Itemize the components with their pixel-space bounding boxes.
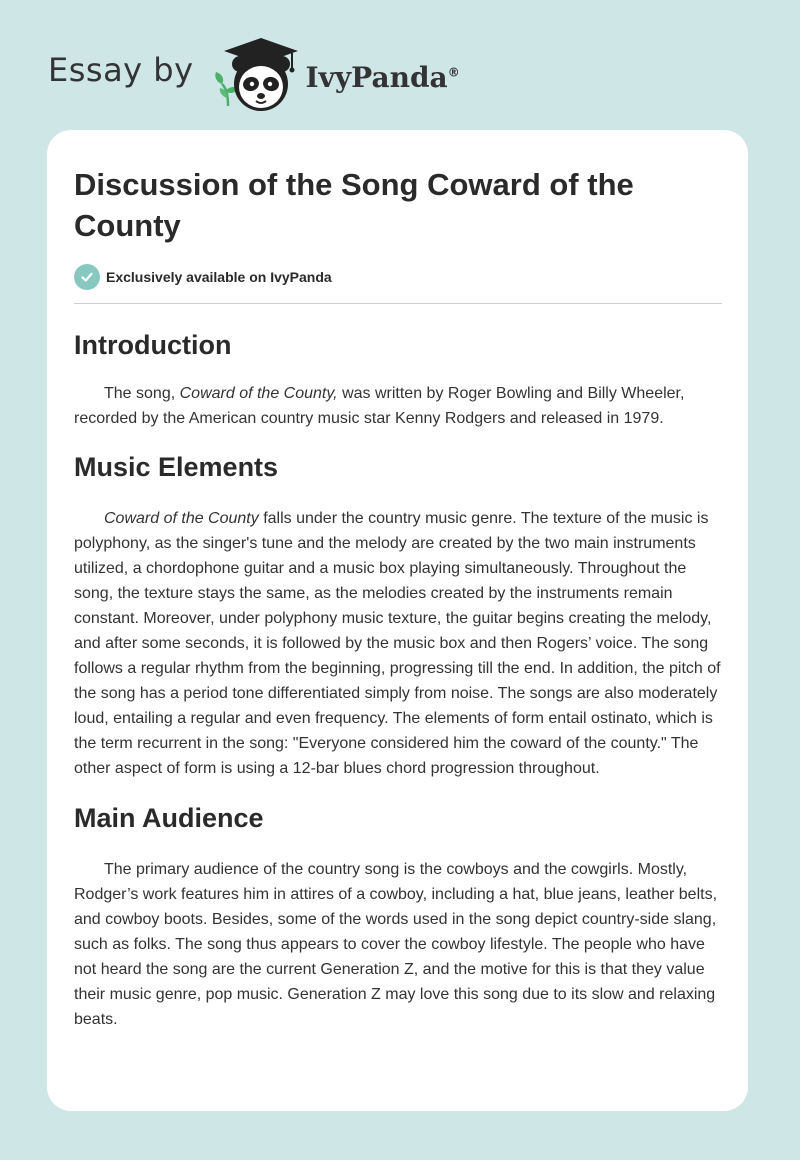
divider	[74, 303, 722, 304]
exclusive-label: Exclusively available on IvyPanda	[106, 269, 332, 285]
section-main-audience	[74, 801, 722, 1032]
paragraph-text: The song,	[104, 385, 180, 402]
panda-logo-icon[interactable]	[208, 34, 304, 114]
section-heading: Introduction	[74, 330, 232, 360]
article-card	[47, 130, 748, 1111]
site-header	[48, 34, 460, 114]
registered-mark: ®	[447, 65, 460, 80]
section-heading: Music Elements	[74, 452, 279, 482]
paragraph-text: was written by Roger Bowling and Billy Wheeler, recorded by the American country music star Kenny Rodgers and released in 1979.	[74, 385, 685, 427]
section-paragraph	[74, 381, 722, 431]
section-music-elements	[74, 450, 722, 781]
brand-name[interactable]	[306, 61, 460, 94]
section-heading: Main Audience	[74, 803, 264, 833]
paragraph-text: falls under the country music genre. The texture of the music is polyphony, as the singer's tune and the melody are created by the two main instruments utilized, a chordophone guitar and a music box playing simultaneously. Throughout the song, the texture stays the same, as the melodies created by the instruments remain constant. Moreover, under polyphony music texture, the guitar begins creating the melody, and after some seconds, it is followed by the music box and then Rogers’ voice. The song follows a regular rhythm from the beginning, progressing till the end. In addition, the pitch of the song has a period tone differentiated simply from noise. The songs are also moderately loud, entailing a regular and even frequency. The elements of form entail ostinato, which is the term recurrent in the song: "Everyone considered him the coward of the county." The other aspect of form is using a 12-bar blues chord progression throughout.	[74, 510, 721, 777]
check-icon	[74, 264, 100, 290]
section-paragraph: The primary audience of the country song is the cowboys and the cowgirls. Mostly, Rodger’s work features him in attires of a cowboy, including a hat, blue jeans, leather belts, and cowboy boots. Besides, some of the words used in the song depict country-side slang, such as folks. The song thus appears to cover the cowboy lifestyle. The people who have not heard the song are the current Generation Z, and the motive for this is that they value their music genre, pop music. Generation Z may love this song due to its slow and relaxing beats.	[74, 861, 718, 1028]
exclusive-badge	[74, 264, 722, 290]
brand-name-text: IvyPanda	[305, 60, 448, 94]
section-introduction	[74, 328, 722, 431]
song-title-italic: Coward of the County,	[179, 385, 338, 402]
essay-by-label: Essay by	[48, 51, 194, 89]
section-paragraph	[74, 506, 722, 781]
song-title-italic: Coward of the County	[104, 510, 259, 527]
article-title: Discussion of the Song Coward of the County	[74, 167, 634, 243]
